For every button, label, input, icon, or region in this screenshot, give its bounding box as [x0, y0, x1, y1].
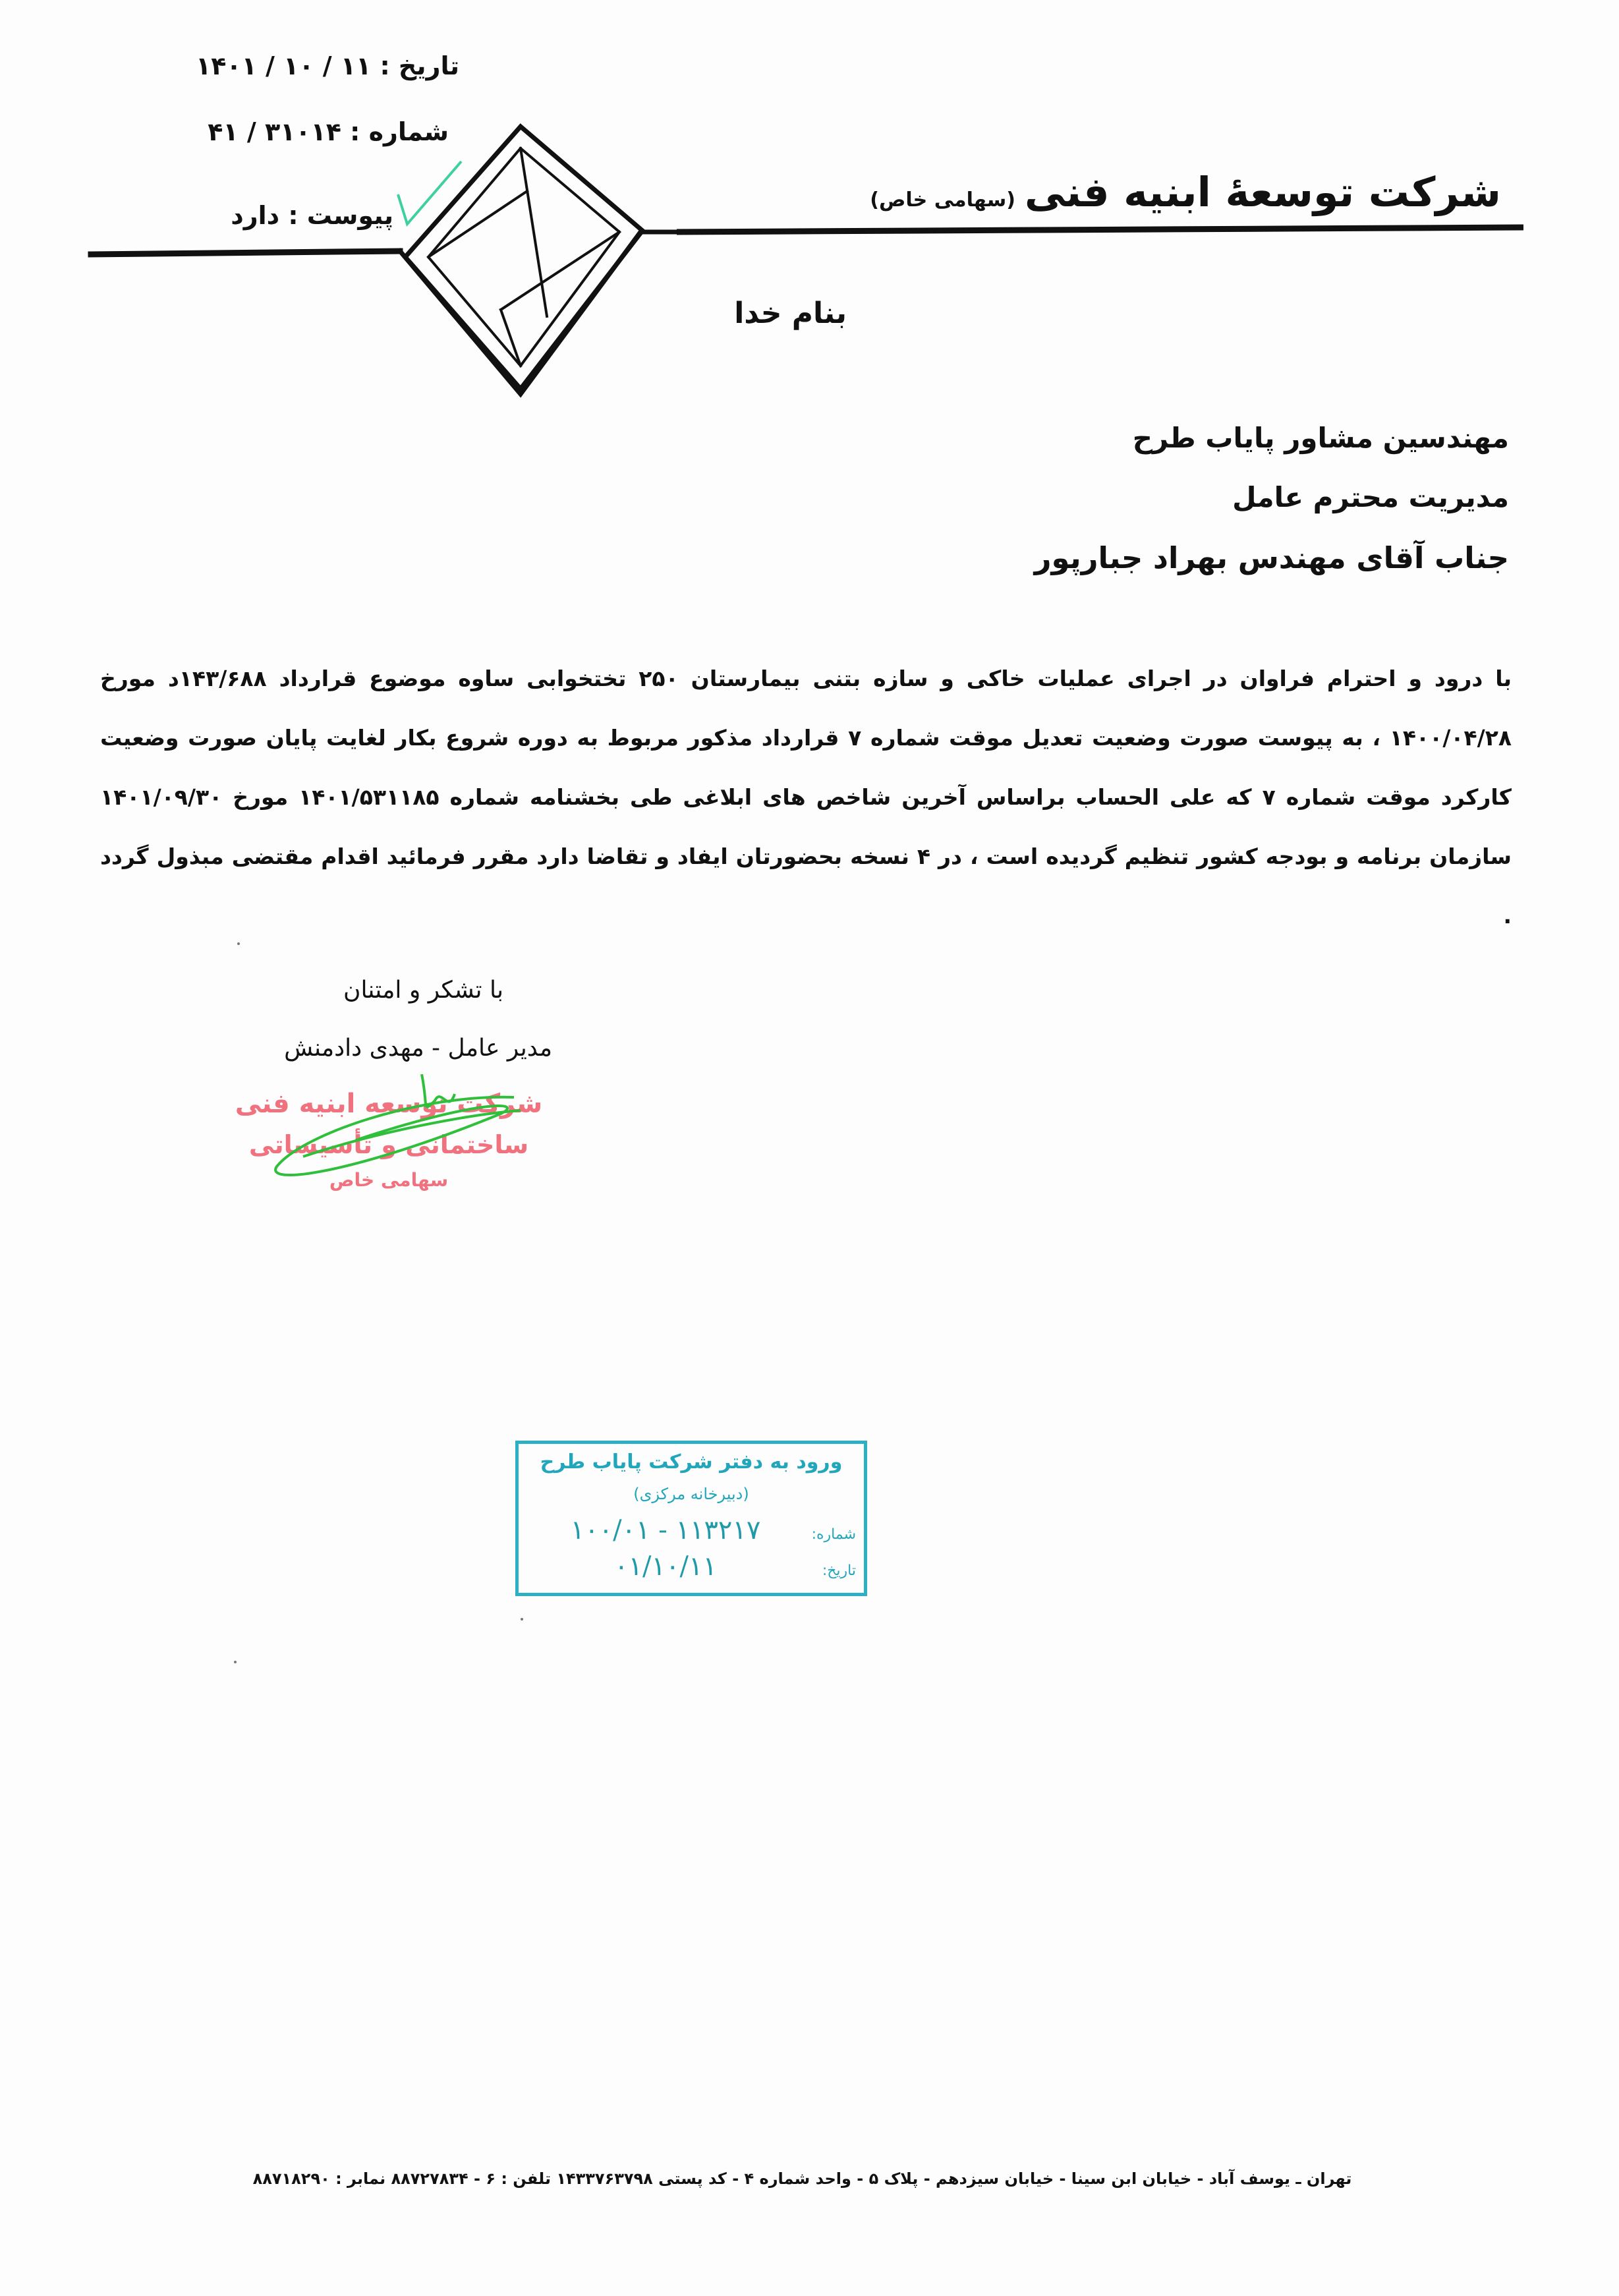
body-line: ۱۴۰۰/۰۴/۲۸ ، به پیوست صورت وضعیت تعدیل موقت شماره ۷ قرارداد مذکور مربوط به دوره شروع بکار لغایت پایان	[266, 725, 1512, 751]
company-seal-and-signature	[224, 1074, 554, 1199]
stamp-number-value: ۱۱۳۲۱۷ - ۱۰۰/۰۱	[570, 1515, 761, 1545]
svg-text:شرکت توسعه ابنیه فنی: شرکت توسعه ابنیه فنی	[235, 1089, 543, 1119]
svg-text:سهامی خاص: سهامی خاص	[329, 1169, 449, 1191]
recipient-line-2: مدیریت محترم عامل	[1232, 481, 1509, 513]
stamp-number-label: شماره:	[811, 1526, 856, 1543]
stamp-date-label: تاریخ:	[822, 1563, 856, 1579]
footer-address: تهران ـ یوسف آباد - خیابان ابن سینا - خیابان سیزدهم - پلاک ۵ - واحد شماره ۴ - کد پستی ۱۴۳۳۷۶۳۷۹۸ تلفن : ۶ - ۸۸۷۲۷۸۳۴ نمابر : ۸۸۷۱۸۲۹۰	[252, 2169, 1352, 2188]
header-rule-left	[91, 251, 400, 254]
invocation: بنام خدا	[734, 297, 847, 330]
punch-mark	[237, 942, 240, 945]
signatory: مدیر عامل - مهدی دادمنش	[284, 1035, 552, 1062]
recipient-line-3: جناب آقای مهندس بهراد جبارپور	[1034, 540, 1509, 575]
receipt-stamp	[515, 1441, 867, 1596]
company-name-heading	[870, 168, 1501, 216]
header-rule-right	[672, 217, 1529, 244]
punch-mark	[521, 1618, 523, 1621]
recipient-line-1: مهندسین مشاور پایاب طرح	[1132, 422, 1509, 454]
company-type: (سهامی خاص)	[870, 188, 1015, 212]
letter-number: شماره : ۳۱۰۱۴ / ۴۱	[208, 117, 449, 146]
stamp-date-value: ۰۱/۱۰/۱۱	[614, 1551, 717, 1582]
letter-date: تاریخ : ۱۱ / ۱۰ / ۱۴۰۱	[196, 51, 459, 80]
closing-greeting: با تشکر و امتنان	[343, 977, 503, 1004]
body-line: مقتضی مبذول گردد .	[100, 844, 1512, 929]
stamp-title: ورود به دفتر شرکت پایاب طرح	[540, 1450, 843, 1474]
body-line: با درود و احترام فراوان در اجرای عملیات خاکی و سازه بتنی بیمارستان ۲۵۰ تختخوابی ساوه موضوع قرارداد ۱۴۳/۶۸۸د مورخ	[100, 666, 1512, 691]
letter-body	[100, 649, 1512, 946]
company-name: شرکت توسعهٔ ابنیه فنی	[1024, 168, 1501, 216]
letter-attachment: پیوست : دارد	[231, 201, 393, 230]
svg-text:ساختمانی و تأسیساتی: ساختمانی و تأسیساتی	[248, 1130, 529, 1159]
checkmark-icon	[398, 161, 461, 224]
body-line: صورت وضعیت کارکرد موقت شماره ۷ که علی الحساب براساس آخرین شاخص های ابلاغی طی بخشنامه شماره ۱۴۰۱/۵۳۱۱۸۵	[100, 725, 1512, 810]
body-line: مورخ ۱۴۰۱/۰۹/۳۰ سازمان برنامه و بودجه کشور تنظیم گردیده است ، در ۴ نسخه بحضورتان ایفاد و تقاضا دارد مقرر فرمائید اقدام	[100, 784, 1512, 869]
punch-mark	[234, 1661, 237, 1663]
stamp-subtitle: (دبیرخانه مرکزی)	[633, 1485, 749, 1503]
